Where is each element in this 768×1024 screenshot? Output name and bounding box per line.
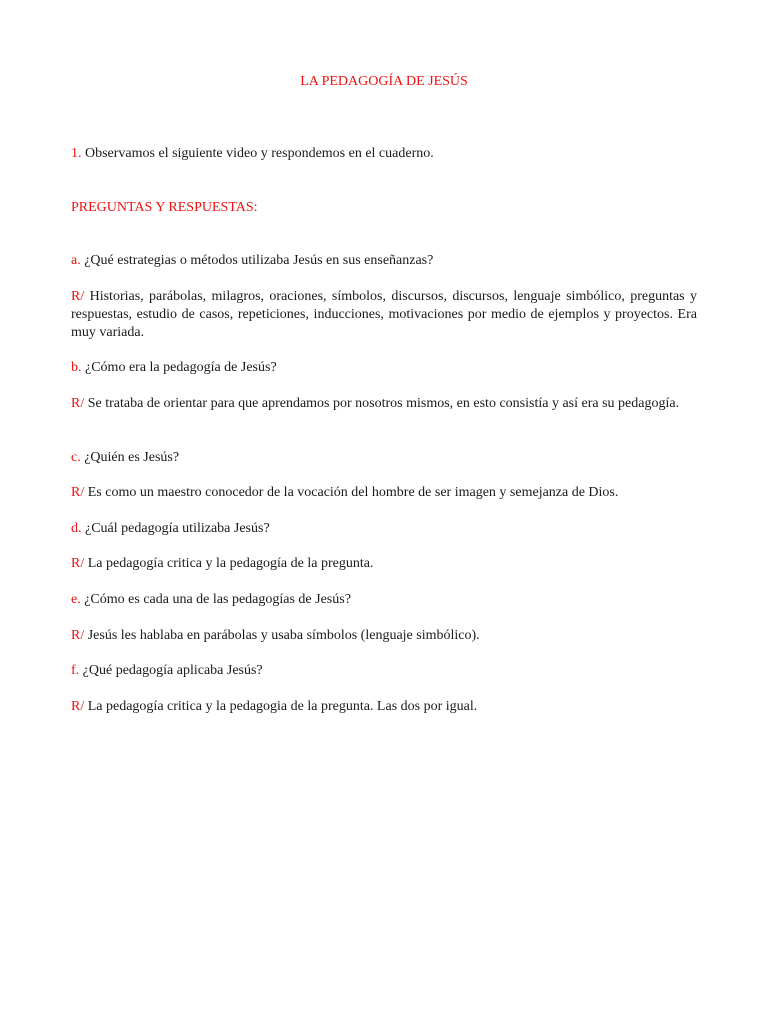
answer-text: Es como un maestro conocedor de la vocación del hombre de ser imagen y semejanza de Dios. bbox=[84, 485, 619, 500]
answer-text: Jesús les hablaba en parábolas y usaba símbolos (lenguaje simbólico). bbox=[84, 628, 480, 643]
question-text: ¿Cuál pedagogía utilizaba Jesús? bbox=[81, 521, 270, 536]
question-marker: e. bbox=[71, 592, 81, 607]
question-b bbox=[71, 359, 697, 377]
question-text: ¿Qué estrategias o métodos utilizaba Jesús en sus enseñanzas? bbox=[80, 253, 434, 268]
document-title: LA PEDAGOGÍA DE JESÚS bbox=[300, 74, 468, 89]
answer-e bbox=[71, 627, 697, 645]
instruction-line bbox=[71, 145, 697, 163]
instruction-marker: 1. bbox=[71, 146, 82, 161]
answer-d bbox=[71, 555, 697, 573]
question-f bbox=[71, 662, 697, 680]
instruction-text: Observamos el siguiente video y respondemos en el cuaderno. bbox=[81, 146, 434, 161]
answer-text: La pedagogía critica y la pedagogia de la pregunta. Las dos por igual. bbox=[84, 699, 478, 714]
answer-a bbox=[71, 288, 697, 342]
question-marker: b. bbox=[71, 360, 82, 375]
answer-marker: R/ bbox=[71, 556, 85, 571]
question-marker: f. bbox=[71, 663, 80, 678]
question-text: ¿Qué pedagogía aplicaba Jesús? bbox=[79, 663, 263, 678]
answer-text: Historias, parábolas, milagros, oraciones, símbolos, discursos, discursos, lenguaje simbólico, preguntas y respuestas, estudio de casos, repeticiones, inducciones, motivaciones por medio de ejemplos y proyectos. Era muy variada. bbox=[71, 289, 697, 340]
answer-text: Se trataba de orientar para que aprendamos por nosotros mismos, en esto consistía y así era su pedagogía. bbox=[84, 396, 680, 411]
answer-f bbox=[71, 698, 697, 716]
question-marker: c. bbox=[71, 450, 81, 465]
question-marker: a. bbox=[71, 253, 81, 268]
answer-c bbox=[71, 484, 697, 502]
question-d bbox=[71, 520, 697, 538]
question-a bbox=[71, 252, 697, 270]
section-heading: PREGUNTAS Y RESPUESTAS: bbox=[71, 200, 258, 215]
question-e bbox=[71, 591, 697, 609]
answer-marker: R/ bbox=[71, 289, 85, 304]
question-text: ¿Cómo era la pedagogía de Jesús? bbox=[81, 360, 277, 375]
answer-marker: R/ bbox=[71, 628, 85, 643]
question-text: ¿Quién es Jesús? bbox=[80, 450, 180, 465]
answer-text: La pedagogía critica y la pedagogía de la pregunta. bbox=[84, 556, 374, 571]
question-text: ¿Cómo es cada una de las pedagogías de Jesús? bbox=[80, 592, 351, 607]
answer-marker: R/ bbox=[71, 699, 85, 714]
answer-marker: R/ bbox=[71, 485, 85, 500]
question-c bbox=[71, 449, 697, 467]
answer-marker: R/ bbox=[71, 396, 85, 411]
answer-b bbox=[71, 395, 697, 413]
question-marker: d. bbox=[71, 521, 82, 536]
